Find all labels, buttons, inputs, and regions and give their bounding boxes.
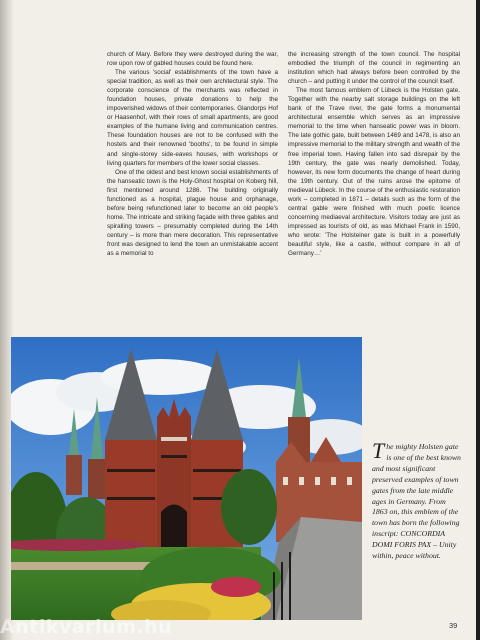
photo-caption — [372, 438, 462, 562]
paragraph: One of the oldest and best known social establishments of the hanseatic town is the Holy-Ghost hospital on Koberg hill, first mentioned around 1286. The building originally functioned as a hospital, plague house and orphanage, before being refunctioned later to become an old people's home. The intricate and striking façade with three gables and spiralling towers – presumably completed during the 14th century – is more than mere decoration. This representative front was designed to lend the town an unmistakable accent as a memorial to — [107, 168, 278, 258]
caption-initial: T — [372, 438, 385, 463]
paragraph: the increasing strength of the town council. The hospital embodied the triumph of the council in regimenting an institution which had always before been controlled by the church – and putting it under the control of the council itself. — [288, 51, 460, 86]
right-text-column — [288, 50, 460, 258]
page-number: 39 — [449, 621, 458, 630]
paragraph: church of Mary. Before they were destroyed during the war, row upon row of gabled houses could be found here. — [107, 51, 278, 68]
watermark: Antikvarium.hu — [0, 616, 173, 638]
caption-text: he mighty Holsten gate is one of the best known and most significant preserved examples of town gates from the late middle ages in Germany. From 1863 on, this emblem of the town has born the following inscript: CONCORDIA DOMI FORIS PAX – Unity within, peace without. — [372, 442, 461, 561]
paragraph: The various 'social' establishments of the town have a special tradition, as well as their own architectural style. The corporate conscience of the merchants was reflected in foundation houses, private donations to help the impoverished widows of their contemporaries. Glandorps Hof or Haasenhof, with their rows of small apartments, are good examples of the humane living and communication centres. These foundation houses are not to be confused with the hostels and their renowned 'booths', to be found in simple and single-storey side-eaves houses, with workshops or living quarters for members of the lower social classes. — [107, 69, 278, 167]
left-text-column — [107, 50, 278, 258]
paragraph: The most famous emblem of Lübeck is the Holsten gate. Together with the nearby salt storage buildings on the left bank of the Trave river, the gate forms a monumental architectural ensemble which serves as an impressive memorial to the time when hanseatic power was in bloom. The late gothic gate, built between 1469 and 1478, is also an impressive memorial to the military strength and wealth of the free imperial town. Having fallen into sad disrepair by the 19th century, the gate was nearly demolished. Today, however, its new form documents the change of heart during the 19th century. Out of the ruins arose the epitome of medieval Lübeck. In the course of the enthusiastic restoration work – completed in 1871 – details such as the form of the central gable were finished with much poetic licence concerning mediaeval architecture. Visitors today are just as impressed as tourists of old, as was Michael Frank in 1590, who wrote: 'The Holsteiner gate is built in a powerfully beautiful style, like a castle, without compare in all of Germany…' — [288, 87, 460, 258]
page-edge — [476, 0, 480, 640]
holsten-gate-photo — [11, 337, 362, 620]
